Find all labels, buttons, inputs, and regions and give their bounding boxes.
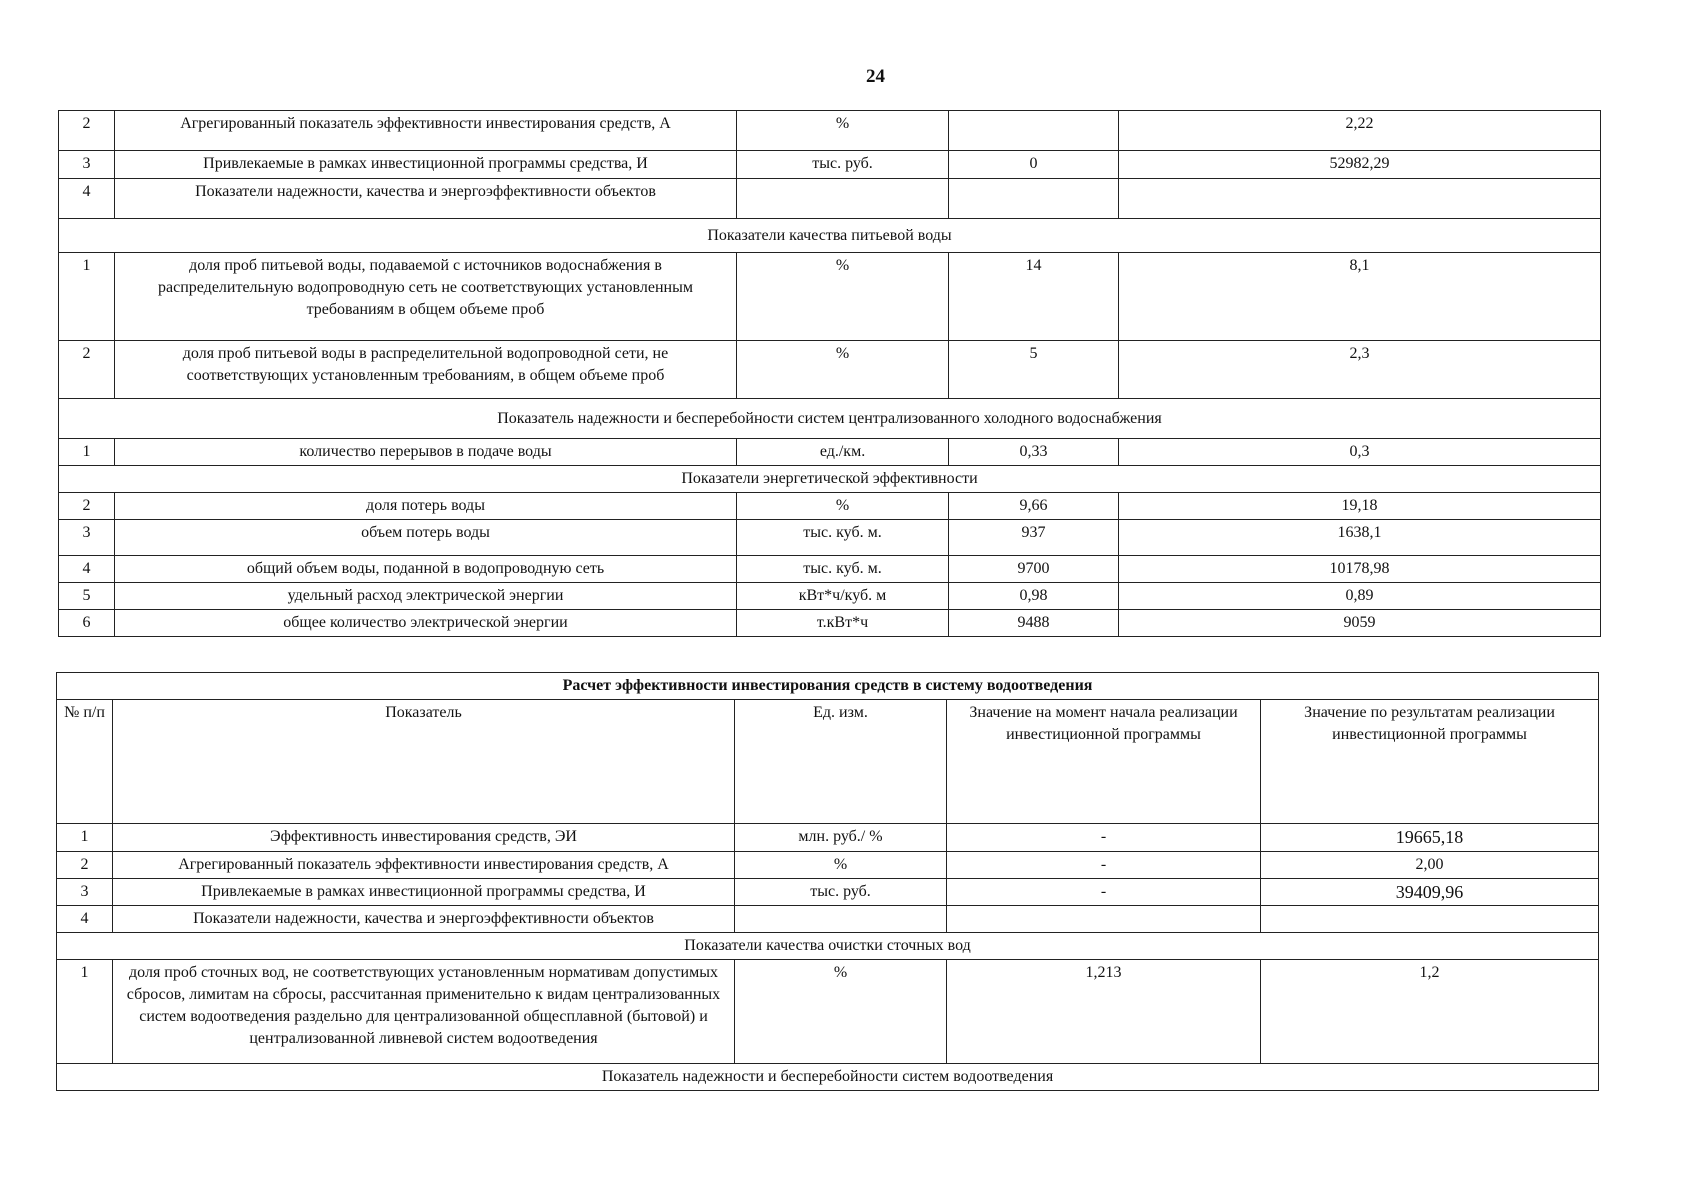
header-num: № п/п (57, 700, 113, 824)
unit-cell: тыс. руб. (737, 151, 949, 179)
section-row (57, 1064, 1599, 1091)
row-number: 2 (59, 493, 115, 520)
table-title: Расчет эффективности инвестирования средств в систему водоотведения (57, 673, 1599, 700)
start-value (947, 906, 1261, 933)
table-row (59, 253, 1601, 341)
section-row (57, 933, 1599, 960)
unit-cell (737, 179, 949, 219)
row-number: 3 (59, 520, 115, 556)
unit-cell: тыс. куб. м. (737, 520, 949, 556)
indicator-name: Показатели надежности, качества и энергоэффективности объектов (113, 906, 735, 933)
table-row (59, 556, 1601, 583)
indicator-name: доля проб сточных вод, не соответствующих установленным нормативам допустимых сбросов, лимитам на сбросы, рассчитанная применительно к видам централизованных систем водоотведения раздельно для централизованной общесплавной (бытовой) и централизованной ливневой систем водоотведения (113, 960, 735, 1064)
header-row (57, 700, 1599, 824)
row-number: 2 (57, 852, 113, 879)
table-title-row (57, 673, 1599, 700)
result-value: 2,22 (1119, 111, 1601, 151)
section-title: Показатель надежности и бесперебойности систем водоотведения (57, 1064, 1599, 1091)
unit-cell: тыс. куб. м. (737, 556, 949, 583)
result-value: 1,2 (1261, 960, 1599, 1064)
result-value: 39409,96 (1261, 879, 1599, 906)
table-row (59, 610, 1601, 637)
start-value (949, 179, 1119, 219)
start-value: 14 (949, 253, 1119, 341)
header-unit: Ед. изм. (735, 700, 947, 824)
row-number: 4 (59, 556, 115, 583)
table-row (59, 111, 1601, 151)
start-value: 1,213 (947, 960, 1261, 1064)
water-supply-indicators-table (58, 110, 1601, 637)
section-title: Показатели качества питьевой воды (59, 219, 1601, 253)
indicator-name: Агрегированный показатель эффективности инвестирования средств, А (113, 852, 735, 879)
unit-cell: кВт*ч/куб. м (737, 583, 949, 610)
result-value: 10178,98 (1119, 556, 1601, 583)
unit-cell (735, 906, 947, 933)
result-value: 52982,29 (1119, 151, 1601, 179)
result-value: 9059 (1119, 610, 1601, 637)
result-value: 0,3 (1119, 439, 1601, 466)
table-row (57, 906, 1599, 933)
indicator-name: Показатели надежности, качества и энергоэффективности объектов (115, 179, 737, 219)
unit-cell: тыс. руб. (735, 879, 947, 906)
row-number: 2 (59, 341, 115, 399)
start-value: - (947, 824, 1261, 852)
table-row (57, 852, 1599, 879)
table-row (59, 439, 1601, 466)
indicator-name: Эффективность инвестирования средств, ЭИ (113, 824, 735, 852)
result-value: 2,3 (1119, 341, 1601, 399)
indicator-name: объем потерь воды (115, 520, 737, 556)
section-title: Показатели энергетической эффективности (59, 466, 1601, 493)
indicator-name: количество перерывов в подаче воды (115, 439, 737, 466)
unit-cell: ед./км. (737, 439, 949, 466)
indicator-name: Агрегированный показатель эффективности инвестирования средств, А (115, 111, 737, 151)
unit-cell: % (737, 253, 949, 341)
row-number: 4 (57, 906, 113, 933)
page-number: 24 (866, 66, 885, 87)
table-row (59, 493, 1601, 520)
row-number: 3 (59, 151, 115, 179)
table-row (59, 341, 1601, 399)
result-value: 1638,1 (1119, 520, 1601, 556)
result-value (1261, 906, 1599, 933)
table-row (59, 583, 1601, 610)
section-row (59, 399, 1601, 439)
unit-cell: % (737, 493, 949, 520)
table-row (57, 879, 1599, 906)
header-name: Показатель (113, 700, 735, 824)
indicator-name: общий объем воды, поданной в водопроводную сеть (115, 556, 737, 583)
row-number: 5 (59, 583, 115, 610)
indicator-name: Привлекаемые в рамках инвестиционной программы средства, И (113, 879, 735, 906)
section-row (59, 466, 1601, 493)
unit-cell: млн. руб./ % (735, 824, 947, 852)
section-title: Показатели качества очистки сточных вод (57, 933, 1599, 960)
start-value: 937 (949, 520, 1119, 556)
wastewater-efficiency-table (56, 672, 1599, 1091)
result-value: 0,89 (1119, 583, 1601, 610)
result-value (1119, 179, 1601, 219)
unit-cell: % (735, 852, 947, 879)
start-value: 5 (949, 341, 1119, 399)
start-value: 0,98 (949, 583, 1119, 610)
header-result-value: Значение по результатам реализации инвестиционной программы (1261, 700, 1599, 824)
table-row (57, 824, 1599, 852)
table-row (57, 960, 1599, 1064)
start-value: - (947, 852, 1261, 879)
indicator-name: доля потерь воды (115, 493, 737, 520)
section-row (59, 219, 1601, 253)
start-value: 9,66 (949, 493, 1119, 520)
indicator-name: удельный расход электрической энергии (115, 583, 737, 610)
unit-cell: % (737, 341, 949, 399)
result-value: 8,1 (1119, 253, 1601, 341)
row-number: 3 (57, 879, 113, 906)
row-number: 6 (59, 610, 115, 637)
unit-cell: т.кВт*ч (737, 610, 949, 637)
table-row (59, 520, 1601, 556)
start-value: 9700 (949, 556, 1119, 583)
indicator-name: Привлекаемые в рамках инвестиционной программы средства, И (115, 151, 737, 179)
result-value: 19,18 (1119, 493, 1601, 520)
start-value: 9488 (949, 610, 1119, 637)
result-value: 19665,18 (1261, 824, 1599, 852)
section-title: Показатель надежности и бесперебойности систем централизованного холодного водоснабжения (59, 399, 1601, 439)
table-row (59, 179, 1601, 219)
start-value: - (947, 879, 1261, 906)
unit-cell: % (735, 960, 947, 1064)
start-value (949, 111, 1119, 151)
row-number: 1 (59, 439, 115, 466)
row-number: 1 (57, 824, 113, 852)
unit-cell: % (737, 111, 949, 151)
row-number: 4 (59, 179, 115, 219)
indicator-name: общее количество электрической энергии (115, 610, 737, 637)
table-row (59, 151, 1601, 179)
row-number: 2 (59, 111, 115, 151)
indicator-name: доля проб питьевой воды в распределительной водопроводной сети, не соответствующих установленным требованиям, в общем объеме проб (115, 341, 737, 399)
start-value: 0 (949, 151, 1119, 179)
indicator-name: доля проб питьевой воды, подаваемой с источников водоснабжения в распределительную водопроводную сеть не соответствующих установленным требованиям в общем объеме проб (115, 253, 737, 341)
row-number: 1 (57, 960, 113, 1064)
start-value: 0,33 (949, 439, 1119, 466)
header-start-value: Значение на момент начала реализации инвестиционной программы (947, 700, 1261, 824)
row-number: 1 (59, 253, 115, 341)
result-value: 2,00 (1261, 852, 1599, 879)
